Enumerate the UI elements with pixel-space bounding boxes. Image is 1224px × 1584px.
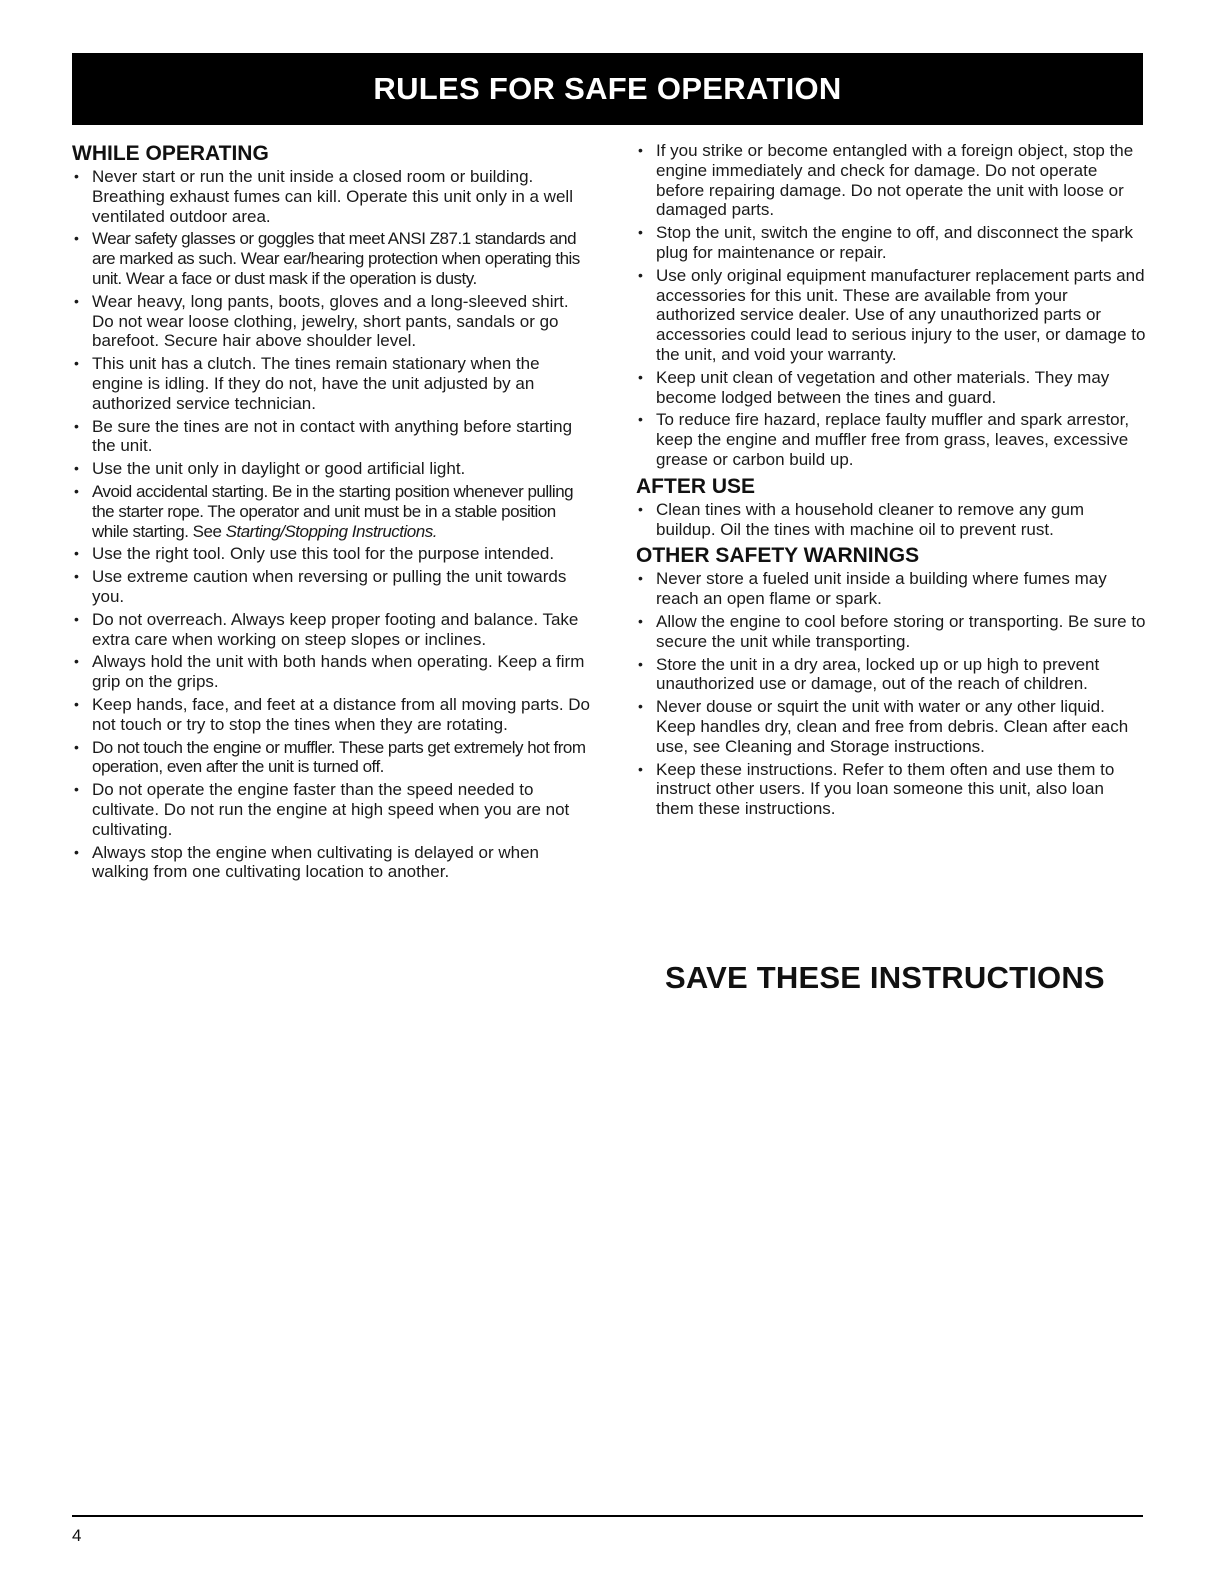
- list-item: • Use extreme caution when reversing or pulling the unit towards you.: [72, 567, 592, 607]
- other-safety-warnings-list: [636, 569, 1146, 819]
- list-item: • Store the unit in a dry area, locked up or up high to prevent unauthorized use or damage, out of the reach of children.: [636, 655, 1146, 695]
- page-banner: [72, 53, 1143, 125]
- section-heading-after-use: AFTER USE: [636, 474, 756, 498]
- save-instructions-heading: SAVE THESE INSTRUCTIONS: [665, 960, 1105, 995]
- list-item: • Keep hands, face, and feet at a distance from all moving parts. Do not touch or try to stop the tines when they are rotating.: [72, 695, 592, 735]
- footer-divider: [72, 1515, 1143, 1517]
- list-item: • This unit has a clutch. The tines remain stationary when the engine is idling. If they do not, have the unit adjusted by an authorized service technician.: [72, 354, 592, 413]
- list-item-text: Avoid accidental starting. Be in the starting position whenever pulling the starter rope. The operator and unit must be in a stable position while starting. See: [92, 481, 574, 541]
- list-item: • Wear safety glasses or goggles that meet ANSI Z87.1 standards and are marked as such. Wear ear/hearing protection when operating this unit. Wear a face or dust mask if the operation is dusty.: [72, 229, 592, 288]
- list-item: • Always hold the unit with both hands when operating. Keep a firm grip on the grips.: [72, 652, 592, 692]
- list-item: • Use the unit only in daylight or good artificial light.: [72, 459, 592, 479]
- list-item: • Never douse or squirt the unit with water or any other liquid. Keep handles dry, clean and free from debris. Clean after each use, see Cleaning and Storage instructions.: [636, 697, 1146, 756]
- list-item: • Always stop the engine when cultivating is delayed or when walking from one cultivating location to another.: [72, 843, 592, 883]
- list-item-avoid-starting: [72, 482, 592, 541]
- list-item: • Use the right tool. Only use this tool for the purpose intended.: [72, 544, 592, 564]
- section-heading-while-operating: WHILE OPERATING: [72, 142, 269, 165]
- right-column: [636, 141, 1146, 822]
- list-item: • Be sure the tines are not in contact with anything before starting the unit.: [72, 417, 592, 457]
- list-item: • To reduce fire hazard, replace faulty muffler and spark arrestor, keep the engine and muffler free from grass, leaves, excessive grease or carbon build up.: [636, 410, 1146, 469]
- list-item: • Allow the engine to cool before storing or transporting. Be sure to secure the unit while transporting.: [636, 612, 1146, 652]
- list-item: • Do not overreach. Always keep proper footing and balance. Take extra care when working on steep slopes or inclines.: [72, 610, 592, 650]
- list-item: • Stop the unit, switch the engine to off, and disconnect the spark plug for maintenance or repair.: [636, 223, 1146, 263]
- list-item: • Never start or run the unit inside a closed room or building. Breathing exhaust fumes can kill. Operate this unit only in a well ventilated outdoor area.: [72, 167, 592, 226]
- page-number: 4: [72, 1526, 82, 1545]
- list-item: • If you strike or become entangled with a foreign object, stop the engine immediately and check for damage. Do not operate before repairing damage. Do not operate the unit with loose or damaged parts.: [636, 141, 1146, 220]
- starting-stopping-reference: Starting/Stopping Instructions.: [225, 521, 437, 541]
- list-item: • Keep unit clean of vegetation and other materials. They may become lodged between the tines and guard.: [636, 368, 1146, 408]
- left-column: [72, 141, 592, 885]
- while-operating-list-continued: [636, 141, 1146, 470]
- list-item: • Do not operate the engine faster than the speed needed to cultivate. Do not run the engine at high speed when you are not cultivating.: [72, 780, 592, 839]
- list-item: • Do not touch the engine or muffler. These parts get extremely hot from operation, even after the unit is turned off.: [72, 738, 592, 778]
- while-operating-list: [72, 167, 592, 882]
- list-item: • Never store a fueled unit inside a building where fumes may reach an open flame or spark.: [636, 569, 1146, 609]
- after-use-list: [636, 500, 1146, 540]
- list-item: • Wear heavy, long pants, boots, gloves and a long-sleeved shirt. Do not wear loose clothing, jewelry, short pants, sandals or go barefoot. Secure hair above shoulder level.: [72, 292, 592, 351]
- list-item: • Keep these instructions. Refer to them often and use them to instruct other users. If you loan someone this unit, also loan them these instructions.: [636, 760, 1146, 819]
- list-item: • Clean tines with a household cleaner to remove any gum buildup. Oil the tines with machine oil to prevent rust.: [636, 500, 1146, 540]
- list-item: • Use only original equipment manufacturer replacement parts and accessories for this unit. These are available from your authorized service dealer. Use of any unauthorized parts or accessories could lead to serious injury to the user, or damage to the unit, and void your warranty.: [636, 266, 1146, 365]
- banner-title: RULES FOR SAFE OPERATION: [373, 71, 842, 106]
- section-heading-other-safety-warnings: OTHER SAFETY WARNINGS: [636, 544, 920, 568]
